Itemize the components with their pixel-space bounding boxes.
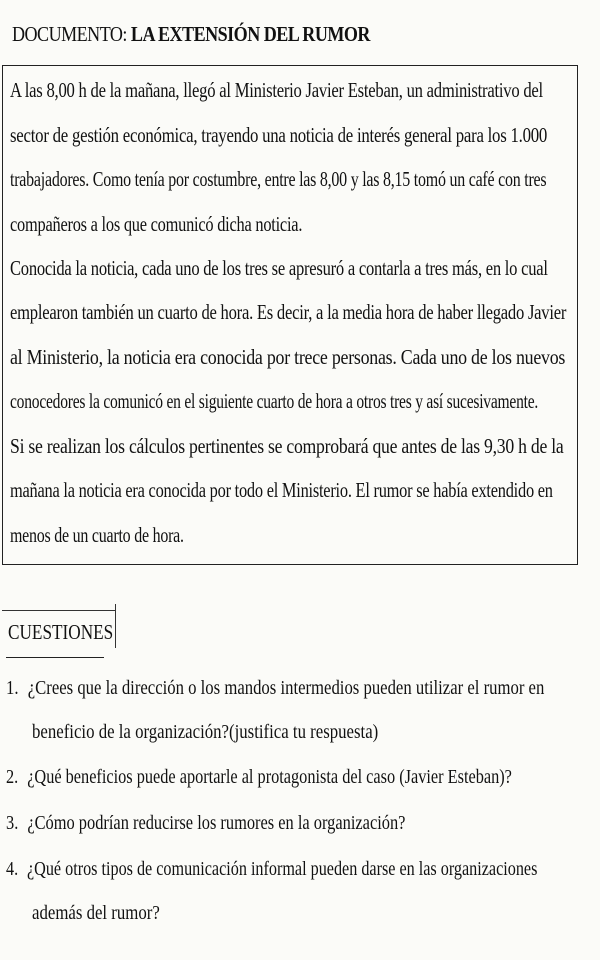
story-line: emplearon también un cuarto de hora. Es decir, a la media hora de haber llegado Javier	[10, 300, 567, 324]
question-1-continuation: beneficio de la organización?(justifica tu respuesta)	[32, 721, 379, 743]
document-label: DOCUMENTO:	[12, 22, 127, 46]
question-number: 3.	[6, 812, 19, 834]
story-line: mañana la noticia era conocida por todo el Ministerio. El rumor se había extendido en	[10, 478, 553, 502]
story-line: A las 8,00 h de la mañana, llegó al Ministerio Javier Esteban, un administrativo del	[10, 78, 543, 102]
question-number: 4.	[6, 858, 19, 880]
document-title	[12, 22, 370, 47]
question-4-continuation: además del rumor?	[32, 902, 160, 924]
question-number: 2.	[6, 766, 19, 788]
story-line: Si se realizan los cálculos pertinentes se comprobará que antes de las 9,30 h de la	[10, 434, 564, 458]
question-text: ¿Qué otros tipos de comunicación informal pueden darse en las organizaciones	[27, 858, 538, 880]
story-line: compañeros a los que comunicó dicha noticia.	[10, 212, 303, 236]
question-text: ¿Crees que la dirección o los mandos intermedios pueden utilizar el rumor en	[27, 677, 545, 699]
question-2	[6, 766, 512, 789]
story-line: Conocida la noticia, cada uno de los tres se apresuró a contarla a tres más, en lo cual	[10, 256, 548, 280]
question-text: ¿Cómo podrían reducirse los rumores en la organización?	[27, 812, 406, 834]
story-line: al Ministerio, la noticia era conocida por trece personas. Cada uno de los nuevos	[10, 345, 566, 369]
document-name: LA EXTENSIÓN DEL RUMOR	[130, 22, 370, 46]
question-text: ¿Qué beneficios puede aportarle al protagonista del caso (Javier Esteban)?	[27, 766, 512, 788]
story-line: trabajadores. Como tenía por costumbre, entre las 8,00 y las 8,15 tomó un café con tres	[10, 167, 547, 191]
heading-rule-top	[2, 610, 116, 611]
heading-underline	[6, 657, 104, 658]
story-line: sector de gestión económica, trayendo una noticia de interés general para los 1.000	[10, 123, 548, 147]
question-number: 1.	[6, 677, 19, 699]
question-3	[6, 812, 405, 835]
question-4	[6, 858, 537, 881]
story-line: conocedores la comunicó en el siguiente cuarto de hora a otros tres y así sucesivamente.	[10, 389, 539, 413]
heading-rule-right	[115, 604, 116, 648]
questions-heading: CUESTIONES	[8, 620, 114, 644]
story-line: menos de un cuarto de hora.	[10, 523, 184, 547]
story-box	[2, 65, 578, 565]
question-1	[6, 677, 544, 700]
